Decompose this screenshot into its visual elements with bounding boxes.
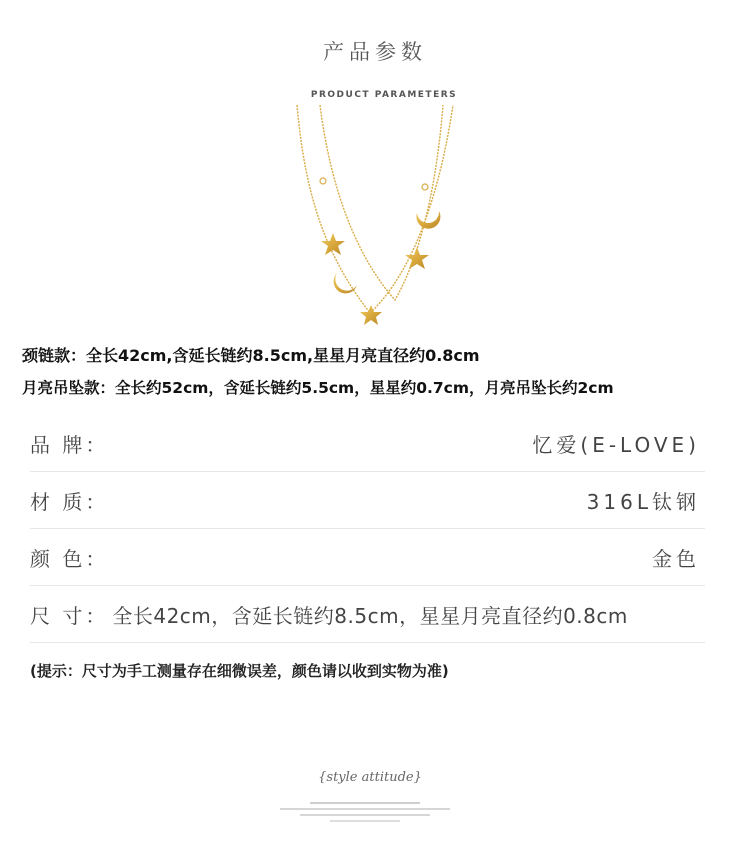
material-row [30,472,705,529]
necklace-photo [285,105,465,330]
material-label: 材 质： [30,489,109,514]
necklace-spec: 颈链款：全长42cm,含延长链约8.5cm,星星月亮直径约0.8cm [22,346,480,365]
page-title: 产品参数 [323,40,427,64]
color-value: 金色 [652,546,700,571]
color-label: 颜 色： [30,546,109,571]
footer-fine-print-graphic [250,800,490,824]
size-row [30,586,705,643]
material-value: 316L钛钢 [586,489,700,514]
brand-row [30,415,705,472]
color-row [30,529,705,586]
measurement-tip: (提示：尺寸为手工测量存在细微误差，颜色请以收到实物为准) [30,662,449,680]
size-label: 尺 寸： [30,603,109,628]
page-subtitle: PRODUCT PARAMETERS [310,90,458,100]
parameter-table [30,415,705,643]
brand-label: 品 牌： [30,432,109,457]
footer-logo: {style attitude} [318,770,422,785]
size-value: 全长42cm，含延长链约8.5cm，星星月亮直径约0.8cm [112,603,628,628]
brand-value: 忆爱(E-LOVE) [532,432,700,457]
moon-pendant-spec: 月亮吊坠款：全长约52cm，含延长链约5.5cm，星星约0.7cm，月亮吊坠长约2cm [22,379,614,397]
